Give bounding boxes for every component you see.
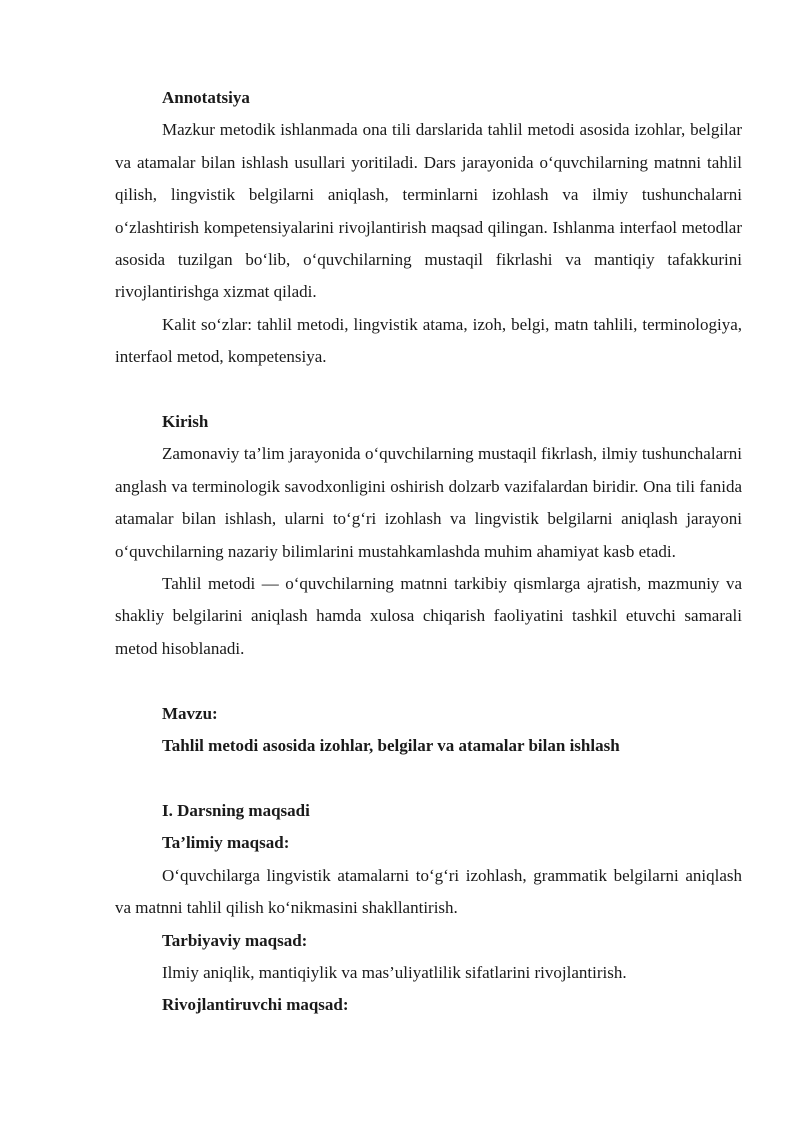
introduction-paragraph-1: Zamonaviy ta’lim jarayonida o‘quvchilarning mustaqil fikrlash, ilmiy tushunchalarni anglash va terminologik savodxonligini oshirish dolzarb vazifalardan biridir. Ona tili fanida atamalar bilan ishlash, ularni to‘g‘ri izohlash va lingvistik belgilarni aniqlash jarayoni o‘quvchilarning nazariy bilimlarini mustahkamlashda muhim ahamiyat kasb etadi. <box>115 444 742 561</box>
annotation-body: Mazkur metodik ishlanmada ona tili darslarida tahlil metodi asosida izohlar, belgilar va atamalar bilan ishlash usullari yoritiladi. Dars jarayonida o‘quvchilarning matnni tahlil qilish, lingvistik belgilarni aniqlash, terminlarni izohlash va ilmiy tushunchalarni o‘zlashtirish kompetensiyalarini rivojlantirish maqsad qilingan. Ishlanma interfaol metodlar asosida tuzilgan bo‘lib, o‘quvchilarning mustaqil fikrlashi va mantiqiy tafakkurini rivojlantirishga xizmat qiladi. <box>115 120 742 302</box>
spacer <box>115 763 742 795</box>
goals-heading: I. Darsning maqsadi <box>162 800 310 820</box>
introduction-heading: Kirish <box>162 412 209 432</box>
developmental-goal-label: Rivojlantiruvchi maqsad: <box>162 995 349 1015</box>
annotation-heading: Annotatsiya <box>162 88 250 107</box>
document-page <box>115 82 742 1022</box>
spacer <box>115 665 742 697</box>
upbringing-goal-label: Tarbiyaviy maqsad: <box>162 930 308 950</box>
educational-goal-label: Ta’limiy maqsad: <box>162 833 290 853</box>
keywords-paragraph: Kalit so‘zlar: tahlil metodi, lingvistik atama, izoh, belgi, matn tahlili, terminologiya, interfaol metod, kompetensiya. <box>115 314 742 367</box>
spacer <box>115 374 742 406</box>
topic-label: Mavzu: <box>162 703 218 723</box>
educational-goal-text: O‘quvchilarga lingvistik atamalarni to‘g‘ri izohlash, grammatik belgilarni aniqlash va matnni tahlil qilish ko‘nikmasini shakllantirish. <box>115 865 742 918</box>
topic-title: Tahlil metodi asosida izohlar, belgilar va atamalar bilan ishlash <box>162 736 620 756</box>
introduction-paragraph-2: Tahlil metodi — o‘quvchilarning matnni tarkibiy qismlarga ajratish, mazmuniy va shakliy belgilarini aniqlash hamda xulosa chiqarish faoliyatini tashkil etuvchi samarali metod hisoblanadi. <box>115 574 742 658</box>
upbringing-goal-text: Ilmiy aniqlik, mantiqiylik va mas’uliyatlilik sifatlarini rivojlantirish. <box>162 962 627 982</box>
